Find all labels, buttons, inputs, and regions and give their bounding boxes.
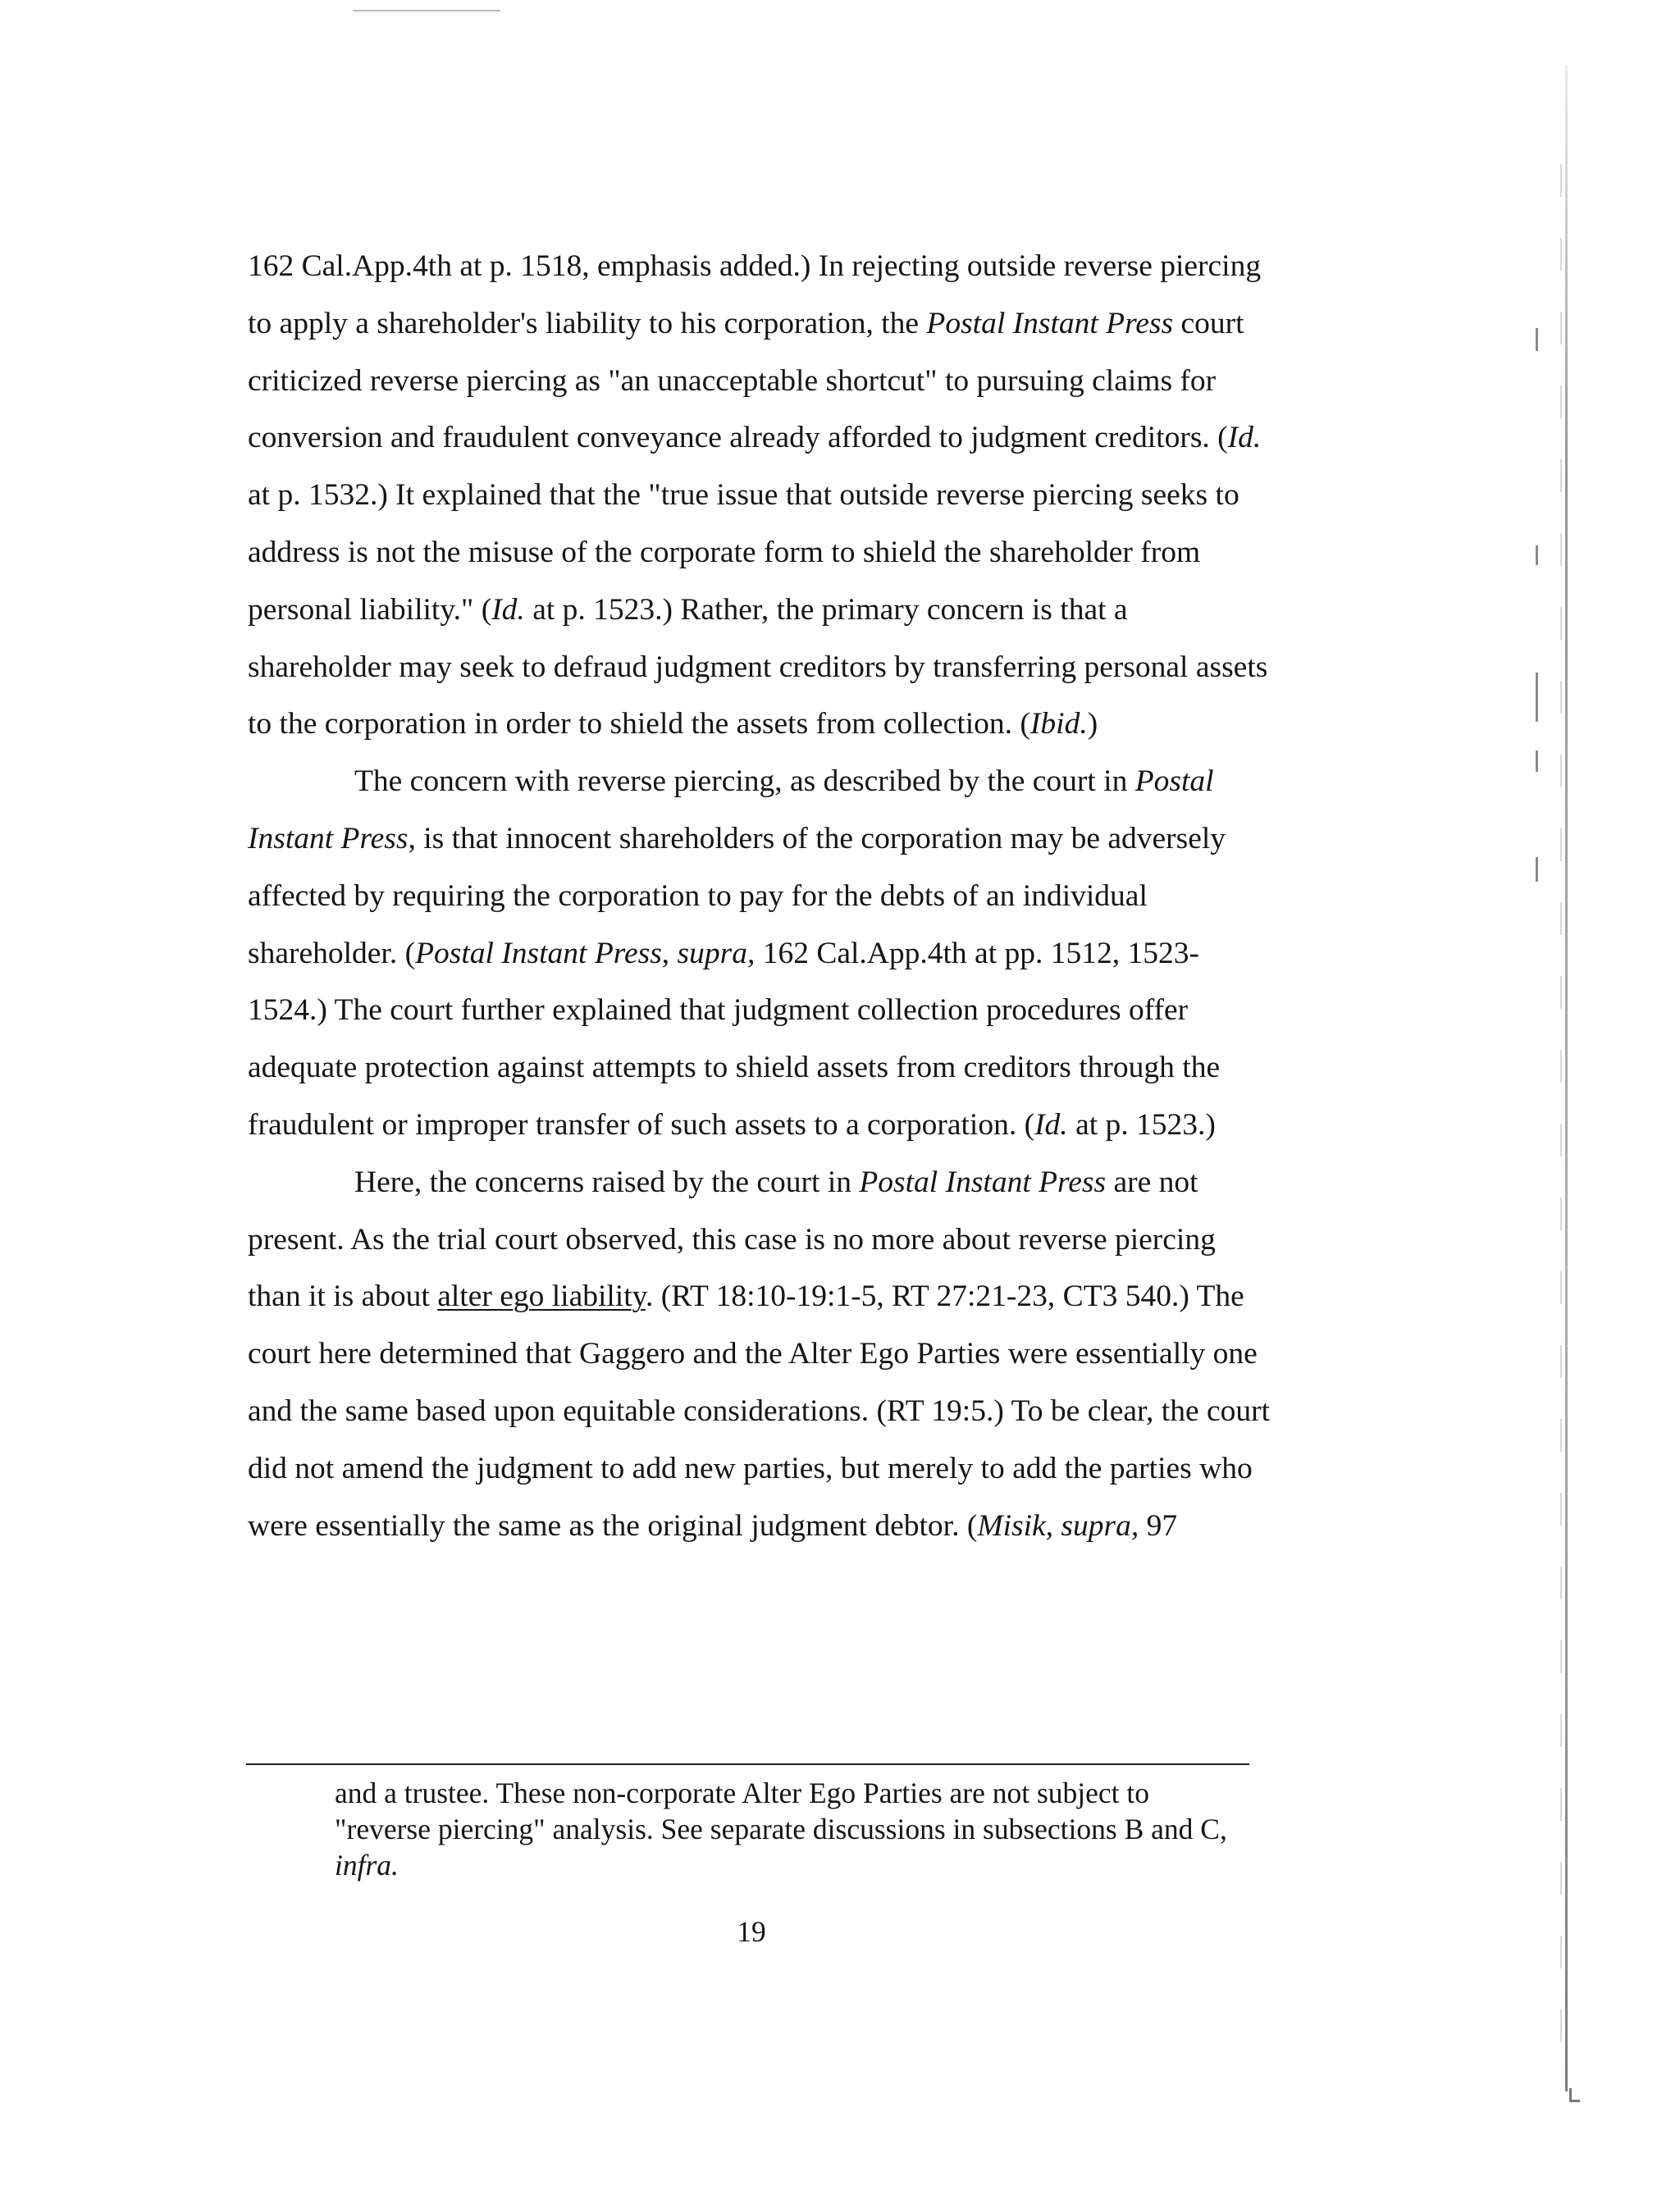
page-number: 19: [737, 1915, 766, 1948]
citation-id: Id.: [1034, 1107, 1068, 1142]
footnote-divider: [246, 1763, 1249, 1765]
scan-artifact-right-edge-faint: [1560, 164, 1562, 2050]
case-name: Postal Instant Press: [415, 936, 662, 970]
citation-ibid: Ibid.: [1029, 707, 1088, 741]
paragraph-2: The concern with reverse piercing, as described by the court in Postal Instant Press, is that innocent shareholders of the corporation may be adversely affected by requiring the corporation to pay for the debts of an individual shareholder. (Postal Instant Press, supra, 162 Cal.App.4th at pp. 1512, 1523-1524.) The court further explained that judgment collection procedures offer adequate protection against attempts to shield assets from creditors through the fraudulent or improper transfer of such assets to a corporation. (Id. at p. 1523.): [248, 764, 1226, 1142]
citation-supra: supra,: [677, 936, 756, 970]
paragraph-3: Here, the concerns raised by the court in Postal Instant Press are not present. As the trial court observed, this case is no more about reverse piercing than it is about alter ego liability. (RT 18:10-19:1-5, RT 27:21-23, CT3 540.) The court here determined that Gaggero and the Alter Ego Parties were essentially one and the same based upon equitable considerations. (RT 19:5.) To be clear, the court did not amend the judgment to add new parties, but merely to add the parties who were essentially the same as the original judgment debtor. (Misik, supra, 97: [248, 1165, 1271, 1543]
scan-artifact-mark: [1536, 673, 1538, 722]
scan-artifact-right-edge: [1565, 66, 1568, 2091]
citation-id: Id.: [1227, 421, 1262, 455]
scan-artifact-mark: [1536, 328, 1538, 351]
underlined-phrase: alter ego liability: [437, 1280, 646, 1314]
scan-artifact-corner: [1569, 2088, 1580, 2102]
scan-artifact-mark: [1536, 750, 1538, 772]
scan-artifact-top: [353, 10, 500, 11]
paragraph-1: 162 Cal.App.4th at p. 1518, emphasis added.) In rejecting outside reverse piercing to apply a shareholder's liability to his corporation, the Postal Instant Press court criticized reverse piercing as "an unacceptable shortcut" to pursuing claims for conversion and fraudulent conveyance already afforded to judgment creditors. (Id. at p. 1532.) It explained that the "true issue that outside reverse piercing seeks to address is not the misuse of the corporate form to shield the shareholder from personal liability." (Id. at p. 1523.) Rather, the primary concern is that a shareholder may seek to defraud judgment creditors by transferring personal assets to the corporation in order to shield the assets from collection. (Ibid.): [248, 249, 1268, 741]
citation-id: Id.: [491, 592, 525, 627]
scan-artifact-mark: [1536, 857, 1538, 882]
scan-artifact-mark: [1536, 545, 1538, 565]
case-name: Misik, supra,: [977, 1508, 1139, 1543]
body-text: [248, 238, 1273, 1554]
case-name: Postal Instant Press: [248, 764, 1214, 855]
case-name: Postal Instant Press: [859, 1165, 1107, 1199]
footnote: and a trustee. These non-corporate Alter Ego Parties are not subject to "reverse piercing" analysis. See separate discussions in subsections B and C, infra.: [335, 1777, 1227, 1882]
case-name: Postal Instant Press: [926, 306, 1174, 340]
citation-infra: infra.: [335, 1849, 399, 1882]
